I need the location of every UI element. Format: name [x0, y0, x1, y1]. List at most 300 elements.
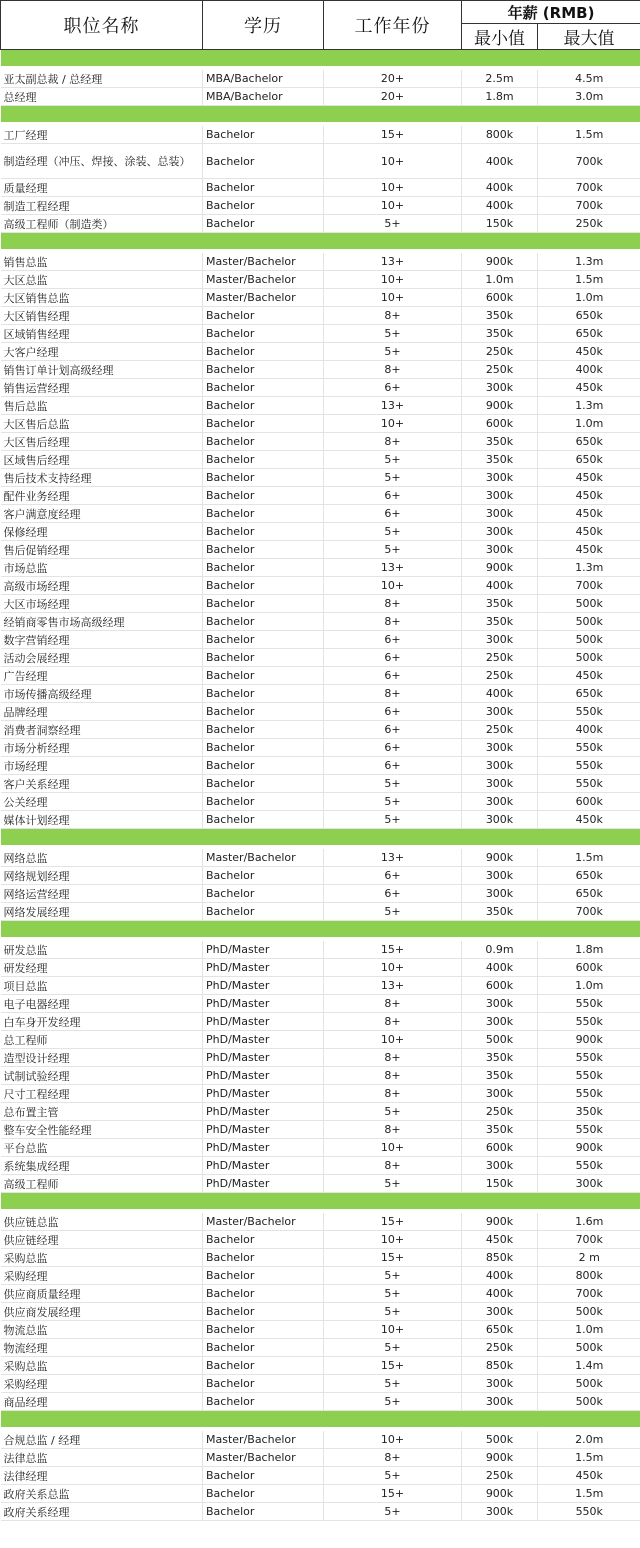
position-cell: 整车安全性能经理 [1, 1121, 203, 1139]
education-cell: PhD/Master [203, 1157, 324, 1175]
years-cell: 10+ [324, 1139, 462, 1157]
education-cell: PhD/Master [203, 1067, 324, 1085]
salary-max-cell: 700k [538, 1231, 640, 1249]
education-cell: Bachelor [203, 379, 324, 397]
years-cell: 20+ [324, 88, 462, 106]
table-row [1, 941, 640, 959]
education-cell: Bachelor [203, 811, 324, 829]
years-cell: 15+ [324, 941, 462, 959]
salary-max-cell: 4.5m [538, 70, 640, 88]
years-cell: 5+ [324, 1339, 462, 1357]
salary-min-cell: 300k [462, 631, 538, 649]
years-cell: 6+ [324, 649, 462, 667]
years-cell: 6+ [324, 867, 462, 885]
salary-max-cell: 450k [538, 487, 640, 505]
education-cell: PhD/Master [203, 995, 324, 1013]
table-row [1, 1393, 640, 1411]
years-cell: 15+ [324, 1213, 462, 1231]
header-position: 职位名称 [1, 1, 203, 50]
salary-min-cell: 150k [462, 215, 538, 233]
education-cell: Bachelor [203, 595, 324, 613]
position-cell: 物流总监 [1, 1321, 203, 1339]
table-row [1, 253, 640, 271]
position-cell: 商品经理 [1, 1393, 203, 1411]
education-cell: PhD/Master [203, 1049, 324, 1067]
table-row [1, 721, 640, 739]
salary-min-cell: 850k [462, 1357, 538, 1375]
education-cell: Bachelor [203, 307, 324, 325]
years-cell: 10+ [324, 1231, 462, 1249]
table-row [1, 505, 640, 523]
table-row [1, 1213, 640, 1231]
table-row [1, 739, 640, 757]
education-cell: Bachelor [203, 867, 324, 885]
education-cell: Bachelor [203, 577, 324, 595]
salary-max-cell: 650k [538, 325, 640, 343]
education-cell: Bachelor [203, 721, 324, 739]
salary-max-cell: 450k [538, 469, 640, 487]
group-separator [1, 1411, 640, 1428]
years-cell: 6+ [324, 739, 462, 757]
education-cell: PhD/Master [203, 941, 324, 959]
salary-min-cell: 300k [462, 523, 538, 541]
table-row [1, 343, 640, 361]
years-cell: 5+ [324, 541, 462, 559]
table-row [1, 307, 640, 325]
years-cell: 6+ [324, 379, 462, 397]
salary-max-cell: 250k [538, 215, 640, 233]
education-cell: Bachelor [203, 361, 324, 379]
salary-max-cell: 400k [538, 361, 640, 379]
salary-min-cell: 300k [462, 505, 538, 523]
salary-min-cell: 600k [462, 1139, 538, 1157]
salary-min-cell: 300k [462, 1393, 538, 1411]
table-header [1, 1, 640, 50]
salary-min-cell: 250k [462, 1467, 538, 1485]
position-cell: 区域售后经理 [1, 451, 203, 469]
position-cell: 工厂经理 [1, 126, 203, 144]
position-cell: 系统集成经理 [1, 1157, 203, 1175]
education-cell: Bachelor [203, 685, 324, 703]
salary-min-cell: 300k [462, 995, 538, 1013]
table-row [1, 197, 640, 215]
position-cell: 政府关系总监 [1, 1485, 203, 1503]
salary-min-cell: 0.9m [462, 941, 538, 959]
position-cell: 研发经理 [1, 959, 203, 977]
years-cell: 13+ [324, 253, 462, 271]
years-cell: 8+ [324, 361, 462, 379]
table-row [1, 1249, 640, 1267]
years-cell: 6+ [324, 667, 462, 685]
group-separator [1, 829, 640, 846]
table-row [1, 977, 640, 995]
salary-min-cell: 400k [462, 959, 538, 977]
salary-min-cell: 300k [462, 739, 538, 757]
education-cell: Bachelor [203, 1285, 324, 1303]
salary-min-cell: 150k [462, 1175, 538, 1193]
years-cell: 5+ [324, 215, 462, 233]
table-row [1, 1357, 640, 1375]
salary-max-cell: 450k [538, 343, 640, 361]
salary-max-cell: 1.0m [538, 289, 640, 307]
table-row [1, 685, 640, 703]
salary-min-cell: 250k [462, 1103, 538, 1121]
education-cell: Master/Bachelor [203, 849, 324, 867]
years-cell: 8+ [324, 1085, 462, 1103]
years-cell: 8+ [324, 1449, 462, 1467]
position-cell: 总经理 [1, 88, 203, 106]
years-cell: 8+ [324, 1013, 462, 1031]
table-row [1, 433, 640, 451]
separator-bar [1, 106, 640, 123]
salary-max-cell: 1.0m [538, 415, 640, 433]
position-cell: 数字营销经理 [1, 631, 203, 649]
salary-max-cell: 550k [538, 1157, 640, 1175]
salary-min-cell: 350k [462, 613, 538, 631]
years-cell: 6+ [324, 885, 462, 903]
salary-min-cell: 300k [462, 541, 538, 559]
years-cell: 8+ [324, 1067, 462, 1085]
table-row [1, 88, 640, 106]
position-cell: 大区销售经理 [1, 307, 203, 325]
salary-min-cell: 300k [462, 757, 538, 775]
salary-min-cell: 250k [462, 1339, 538, 1357]
table-row [1, 361, 640, 379]
years-cell: 5+ [324, 1393, 462, 1411]
position-cell: 采购经理 [1, 1267, 203, 1285]
salary-min-cell: 900k [462, 397, 538, 415]
table-row [1, 523, 640, 541]
education-cell: Bachelor [203, 631, 324, 649]
years-cell: 10+ [324, 577, 462, 595]
salary-min-cell: 300k [462, 1085, 538, 1103]
header-education: 学历 [203, 1, 324, 50]
salary-max-cell: 1.6m [538, 1213, 640, 1231]
position-cell: 采购总监 [1, 1249, 203, 1267]
table-row [1, 1375, 640, 1393]
salary-min-cell: 500k [462, 1431, 538, 1449]
group-separator [1, 106, 640, 123]
education-cell: Bachelor [203, 179, 324, 197]
salary-min-cell: 850k [462, 1249, 538, 1267]
salary-max-cell: 550k [538, 1503, 640, 1521]
table-row [1, 595, 640, 613]
salary-max-cell: 1.5m [538, 849, 640, 867]
table-row [1, 179, 640, 197]
years-cell: 5+ [324, 325, 462, 343]
salary-max-cell: 450k [538, 667, 640, 685]
salary-max-cell: 400k [538, 721, 640, 739]
years-cell: 5+ [324, 793, 462, 811]
table-row [1, 325, 640, 343]
salary-max-cell: 700k [538, 577, 640, 595]
salary-min-cell: 1.0m [462, 271, 538, 289]
salary-max-cell: 550k [538, 703, 640, 721]
position-cell: 尺寸工程经理 [1, 1085, 203, 1103]
position-cell: 客户满意度经理 [1, 505, 203, 523]
position-cell: 供应商发展经理 [1, 1303, 203, 1321]
years-cell: 20+ [324, 70, 462, 88]
salary-max-cell: 650k [538, 451, 640, 469]
salary-max-cell: 500k [538, 1375, 640, 1393]
table-row [1, 469, 640, 487]
education-cell: Bachelor [203, 1503, 324, 1521]
position-cell: 试制试验经理 [1, 1067, 203, 1085]
salary-max-cell: 300k [538, 1175, 640, 1193]
separator-bar [1, 829, 640, 846]
position-cell: 高级工程师（制造类） [1, 215, 203, 233]
position-cell: 平台总监 [1, 1139, 203, 1157]
education-cell: Bachelor [203, 1267, 324, 1285]
salary-min-cell: 300k [462, 1503, 538, 1521]
salary-min-cell: 300k [462, 379, 538, 397]
salary-min-cell: 350k [462, 903, 538, 921]
years-cell: 13+ [324, 849, 462, 867]
salary-min-cell: 400k [462, 144, 538, 179]
years-cell: 13+ [324, 977, 462, 995]
table-row [1, 1303, 640, 1321]
salary-min-cell: 300k [462, 885, 538, 903]
salary-min-cell: 300k [462, 793, 538, 811]
salary-min-cell: 350k [462, 433, 538, 451]
salary-min-cell: 250k [462, 721, 538, 739]
position-cell: 市场传播高级经理 [1, 685, 203, 703]
salary-min-cell: 350k [462, 451, 538, 469]
separator-bar [1, 1411, 640, 1428]
salary-min-cell: 800k [462, 126, 538, 144]
position-cell: 市场经理 [1, 757, 203, 775]
years-cell: 8+ [324, 1121, 462, 1139]
salary-min-cell: 400k [462, 179, 538, 197]
position-cell: 法律经理 [1, 1467, 203, 1485]
table-row [1, 1285, 640, 1303]
education-cell: Master/Bachelor [203, 1431, 324, 1449]
salary-max-cell: 700k [538, 1285, 640, 1303]
separator-bar [1, 1193, 640, 1210]
salary-max-cell: 350k [538, 1103, 640, 1121]
salary-max-cell: 700k [538, 179, 640, 197]
education-cell: MBA/Bachelor [203, 88, 324, 106]
salary-min-cell: 300k [462, 469, 538, 487]
salary-max-cell: 500k [538, 649, 640, 667]
education-cell: Bachelor [203, 1357, 324, 1375]
education-cell: Bachelor [203, 1249, 324, 1267]
education-cell: Bachelor [203, 775, 324, 793]
table-row [1, 415, 640, 433]
table-row [1, 487, 640, 505]
separator-bar [1, 50, 640, 67]
table-row [1, 903, 640, 921]
years-cell: 5+ [324, 1285, 462, 1303]
salary-max-cell: 500k [538, 1303, 640, 1321]
table-row [1, 1013, 640, 1031]
education-cell: Bachelor [203, 1303, 324, 1321]
salary-max-cell: 500k [538, 631, 640, 649]
position-cell: 大区销售总监 [1, 289, 203, 307]
salary-max-cell: 500k [538, 595, 640, 613]
salary-min-cell: 300k [462, 703, 538, 721]
position-cell: 大客户经理 [1, 343, 203, 361]
salary-min-cell: 300k [462, 811, 538, 829]
table-row [1, 289, 640, 307]
header-max: 最大值 [538, 24, 640, 50]
table-row [1, 667, 640, 685]
position-cell: 供应链经理 [1, 1231, 203, 1249]
table-row [1, 631, 640, 649]
salary-min-cell: 400k [462, 197, 538, 215]
position-cell: 供应链总监 [1, 1213, 203, 1231]
salary-max-cell: 1.5m [538, 271, 640, 289]
salary-max-cell: 900k [538, 1031, 640, 1049]
header-salary: 年薪 (RMB) [462, 1, 640, 24]
table-row [1, 703, 640, 721]
position-cell: 研发总监 [1, 941, 203, 959]
education-cell: Master/Bachelor [203, 289, 324, 307]
table-row [1, 144, 640, 179]
position-cell: 制造工程经理 [1, 197, 203, 215]
salary-max-cell: 1.5m [538, 1485, 640, 1503]
position-cell: 总工程师 [1, 1031, 203, 1049]
years-cell: 5+ [324, 775, 462, 793]
education-cell: Bachelor [203, 343, 324, 361]
education-cell: Bachelor [203, 144, 324, 179]
education-cell: Bachelor [203, 613, 324, 631]
group-separator [1, 50, 640, 67]
position-cell: 售后促销经理 [1, 541, 203, 559]
education-cell: Bachelor [203, 415, 324, 433]
salary-min-cell: 350k [462, 595, 538, 613]
salary-min-cell: 350k [462, 325, 538, 343]
education-cell: Master/Bachelor [203, 1449, 324, 1467]
years-cell: 10+ [324, 1431, 462, 1449]
education-cell: Bachelor [203, 757, 324, 775]
education-cell: Bachelor [203, 1231, 324, 1249]
salary-max-cell: 450k [538, 811, 640, 829]
table-row [1, 1321, 640, 1339]
position-cell: 亚太副总裁 / 总经理 [1, 70, 203, 88]
years-cell: 5+ [324, 903, 462, 921]
table-row [1, 1049, 640, 1067]
salary-max-cell: 550k [538, 1013, 640, 1031]
salary-max-cell: 1.3m [538, 559, 640, 577]
years-cell: 8+ [324, 1157, 462, 1175]
salary-min-cell: 400k [462, 1285, 538, 1303]
position-cell: 白车身开发经理 [1, 1013, 203, 1031]
position-cell: 高级市场经理 [1, 577, 203, 595]
table-row [1, 379, 640, 397]
education-cell: Bachelor [203, 469, 324, 487]
salary-min-cell: 600k [462, 289, 538, 307]
position-cell: 广告经理 [1, 667, 203, 685]
salary-min-cell: 250k [462, 361, 538, 379]
table-row [1, 1339, 640, 1357]
position-cell: 制造经理（冲压、焊接、涂装、总装） [1, 144, 203, 179]
salary-max-cell: 700k [538, 903, 640, 921]
salary-max-cell: 550k [538, 1049, 640, 1067]
salary-max-cell: 800k [538, 1267, 640, 1285]
salary-min-cell: 250k [462, 343, 538, 361]
years-cell: 5+ [324, 451, 462, 469]
salary-min-cell: 350k [462, 1121, 538, 1139]
years-cell: 15+ [324, 1485, 462, 1503]
table-row [1, 126, 640, 144]
salary-max-cell: 700k [538, 197, 640, 215]
education-cell: Bachelor [203, 487, 324, 505]
education-cell: Bachelor [203, 703, 324, 721]
position-cell: 大区售后经理 [1, 433, 203, 451]
salary-max-cell: 1.5m [538, 1449, 640, 1467]
position-cell: 大区市场经理 [1, 595, 203, 613]
table-row [1, 397, 640, 415]
table-row [1, 1449, 640, 1467]
salary-max-cell: 1.0m [538, 1321, 640, 1339]
table-row [1, 1431, 640, 1449]
salary-max-cell: 550k [538, 1085, 640, 1103]
education-cell: MBA/Bachelor [203, 70, 324, 88]
years-cell: 5+ [324, 469, 462, 487]
years-cell: 10+ [324, 197, 462, 215]
education-cell: Bachelor [203, 649, 324, 667]
table-row [1, 1503, 640, 1521]
salary-max-cell: 550k [538, 995, 640, 1013]
salary-max-cell: 1.3m [538, 397, 640, 415]
position-cell: 公关经理 [1, 793, 203, 811]
position-cell: 网络规划经理 [1, 867, 203, 885]
years-cell: 6+ [324, 703, 462, 721]
education-cell: Bachelor [203, 433, 324, 451]
position-cell: 市场总监 [1, 559, 203, 577]
salary-min-cell: 300k [462, 1157, 538, 1175]
education-cell: Bachelor [203, 885, 324, 903]
salary-max-cell: 900k [538, 1139, 640, 1157]
position-cell: 总布置主管 [1, 1103, 203, 1121]
years-cell: 6+ [324, 631, 462, 649]
salary-max-cell: 450k [538, 523, 640, 541]
years-cell: 8+ [324, 595, 462, 613]
table-row [1, 1267, 640, 1285]
position-cell: 销售运营经理 [1, 379, 203, 397]
table-body [1, 50, 640, 1521]
salary-min-cell: 400k [462, 1267, 538, 1285]
years-cell: 8+ [324, 307, 462, 325]
salary-min-cell: 300k [462, 1013, 538, 1031]
years-cell: 5+ [324, 811, 462, 829]
salary-max-cell: 550k [538, 757, 640, 775]
position-cell: 网络总监 [1, 849, 203, 867]
header-years: 工作年份 [324, 1, 462, 50]
salary-min-cell: 600k [462, 977, 538, 995]
table-row [1, 559, 640, 577]
years-cell: 5+ [324, 1375, 462, 1393]
education-cell: Bachelor [203, 1375, 324, 1393]
salary-min-cell: 2.5m [462, 70, 538, 88]
education-cell: PhD/Master [203, 1175, 324, 1193]
years-cell: 5+ [324, 1103, 462, 1121]
education-cell: PhD/Master [203, 1013, 324, 1031]
position-cell: 大区总监 [1, 271, 203, 289]
years-cell: 8+ [324, 995, 462, 1013]
years-cell: 5+ [324, 343, 462, 361]
salary-max-cell: 2.0m [538, 1431, 640, 1449]
years-cell: 15+ [324, 1357, 462, 1375]
group-separator [1, 1193, 640, 1210]
table-row [1, 959, 640, 977]
education-cell: Bachelor [203, 197, 324, 215]
table-row [1, 451, 640, 469]
years-cell: 10+ [324, 289, 462, 307]
salary-min-cell: 350k [462, 1067, 538, 1085]
position-cell: 项目总监 [1, 977, 203, 995]
